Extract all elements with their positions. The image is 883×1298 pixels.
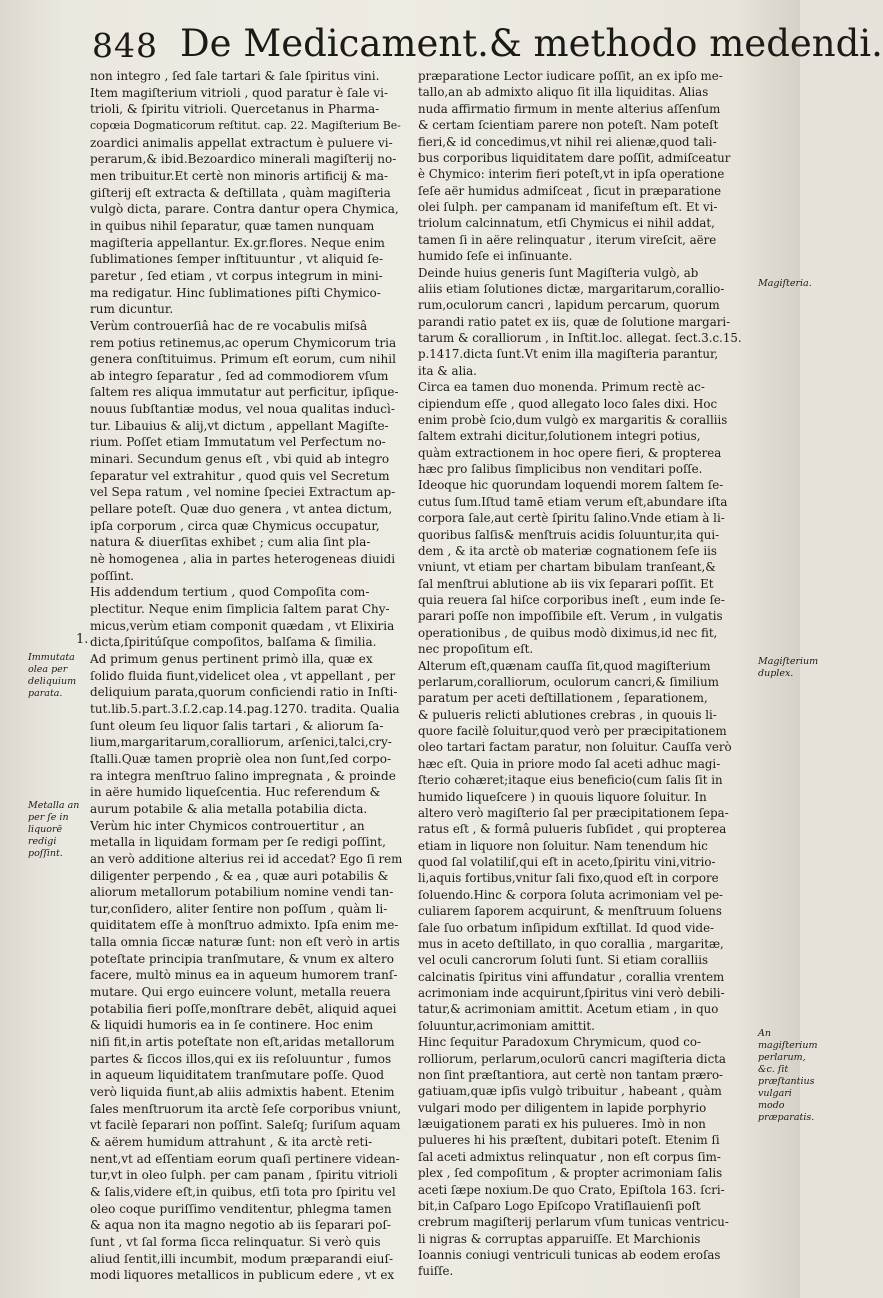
text-line: rolliorum, perlarum,oculorū cancri magiſteria dicta	[418, 1051, 726, 1066]
text-line: è Chymico: interim fieri poteſt,vt in ipſa operatione	[418, 167, 725, 182]
text-line: poſſint.	[90, 568, 134, 583]
text-line: aliud ſentit,illi incumbit, modum præparandi eiuſ-	[90, 1251, 394, 1266]
text-line: acrimoniam inde acquirunt,ſpiritus vini verò debili-	[418, 986, 725, 1000]
text-line: vulgò dicta, parare. Contra dantur opera Chymica,	[90, 202, 399, 217]
text-line: tamen ſi in aëre relinquatur , iterum vireſcit, aëre	[418, 232, 717, 247]
running-head	[88, 16, 883, 70]
text-line: poteſtate principia tranſmutare, & vnum ex altero	[90, 951, 394, 966]
margin-note-magisterium-duplex: Magiſterium duplex.	[758, 656, 819, 679]
text-line: ſunt , vt ſal forma ſicca relinquatur. Si verò quis	[90, 1234, 381, 1249]
text-line: lium,margaritarum,coralliorum, arſenici,talci,cry-	[90, 735, 392, 750]
text-line: paretur , ſed etiam , vt corpus integrum in mini-	[90, 268, 383, 283]
text-line: præparatione Lector iudicare poſſit, an ex ipſo me-	[418, 69, 723, 83]
text-line: crebrum magiſterij perlarum vſum tunicas ventricu-	[418, 1215, 729, 1230]
text-line: ſales menſtruorum ita arctè ſeſe corporibus vniunt,	[90, 1101, 402, 1116]
text-line: His addendum tertium , quod Compoſita com-	[90, 585, 370, 600]
text-line: diligenter perpendo , & ea , quæ auri potabilis &	[90, 868, 389, 883]
text-line: fieri,& id concedimus,vt nihil rei alienæ,quod tali-	[418, 134, 717, 149]
text-line: & aqua non ita magno negotio ab iis ſeparari poſ-	[90, 1218, 391, 1233]
text-line: & aërem humidum attrahunt , & ita arctè reti-	[90, 1135, 373, 1149]
text-line: ſal menſtrui ablutione ab iis vix ſeparari poſſit. Et	[418, 576, 714, 591]
right-text-column	[418, 68, 752, 1280]
text-line: quoribus ſalſis& menſtruis acidis ſoluuntur,ita qui-	[418, 527, 720, 542]
text-line: nuda affirmatio firmum in mente alterius aſſenſum	[418, 101, 721, 116]
text-line: & liquidi humoris ea in ſe continere. Hoc enim	[90, 1018, 374, 1033]
text-line: partes & ſiccos illos,qui ex iis reſoluuntur , fumos	[90, 1051, 392, 1066]
text-line: ſoluuntur,acrimoniam amittit.	[418, 1018, 595, 1033]
text-line: an verò additione alterius rei id accedat? Ego ſi rem	[90, 851, 403, 866]
text-line: quore facilè ſoluitur,quod verò per præcipitationem	[418, 724, 727, 738]
text-line: bit,in Caſparo Logo Epiſcopo Vratiſlauienſi poſt	[418, 1198, 701, 1213]
text-line: vniunt, vt etiam per chartam bibulam tranſeant,&	[418, 560, 716, 575]
text-line: Deinde huius generis ſunt Magiſteria vulgò, ab	[418, 265, 699, 280]
text-line: ſal aceti admixtus relinquatur , non eſt corpus ſim-	[418, 1149, 721, 1164]
text-line: giſterij eſt extracta & deſtillata , quàm magiſteria	[90, 185, 391, 200]
text-line: Item magiſterium vitrioli , quod paratur è ſale vi-	[90, 85, 389, 100]
text-line: ipſa corporum , circa quæ Chymicus occupatur,	[90, 518, 380, 533]
text-line: gatiuam,quæ ipſis vulgò tribuitur , habeant , quàm	[418, 1084, 722, 1099]
text-line: aurum potabile & alia metalla potabilia dicta.	[90, 801, 368, 816]
text-line: ſeparatur vel extrahitur , quod quis vel Secretum	[90, 468, 390, 483]
text-line: in quibus nihil ſeparatur, quæ tamen nunquam	[90, 218, 375, 233]
text-line: parari poſſe non impoſſibile eſt. Verum , in vulgatis	[418, 609, 723, 624]
text-line: culiarem ſaporem acquirunt, & menſtruum ſoluens	[418, 904, 722, 919]
text-line: rium. Poſſet etiam Immutatum vel Perfectum no-	[90, 435, 386, 450]
text-line: ita & alia.	[418, 363, 477, 378]
text-line: fuiſſe.	[418, 1264, 454, 1279]
margin-note-magisteria: Magiſteria.	[758, 278, 812, 289]
text-line: quod ſal volatiliſ,qui eſt in aceto,ſpiritu vini,vitrio-	[418, 855, 716, 869]
text-line: genera conſtituimus. Primum eſt eorum, cum nihil	[90, 352, 396, 367]
text-line: cipiendum eſſe , quod allegato loco ſales dixi. Hoc	[418, 396, 718, 411]
text-line: p.1417.dicta ſunt.Vt enim illa magiſteria parantur,	[418, 347, 719, 362]
text-line: verò liquida fiunt,ab aliis admixtis habent. Etenim	[90, 1085, 395, 1100]
text-line: altero verò magiſterio ſal per præcipitationem ſepa-	[418, 805, 729, 820]
text-line: quia reuera ſal hiſce corporibus ineſt , eum inde ſe-	[418, 593, 725, 607]
text-line: plex , ſed compoſitum , & propter acrimoniam ſalis	[418, 1166, 723, 1181]
text-line: copœia Dogmaticorum reſtitut. cap. 22. Magiſterium Be-	[90, 118, 401, 132]
text-line: non integro , ſed ſale tartari & ſale ſpiritus vini.	[90, 69, 380, 83]
text-line: Ideoque hic quorundam loquendi morem ſaltem ſe-	[418, 478, 724, 493]
text-line: quàm extractionem in hoc opere fieri, & propterea	[418, 445, 722, 460]
text-line: trioli, & ſpiritu vitrioli. Quercetanus in Pharma-	[90, 102, 380, 117]
text-line: Circa ea tamen duo monenda. Primum rectè ac-	[418, 380, 705, 395]
text-line: nè homogenea , alia in partes heterogeneas diuidi	[90, 552, 396, 567]
paragraph-number: 1.	[76, 632, 89, 647]
text-line: modi liquores metallicos in publicum edere , vt ex	[90, 1268, 395, 1283]
text-line: pellare poteſt. Quæ duo genera , vt antea dictum,	[90, 502, 393, 517]
text-line: aliorum metallorum potabilium nomine vendi tan-	[90, 885, 394, 900]
text-line: nec propoſitum eſt.	[418, 642, 534, 657]
text-line: non ſint præſtantiora, aut certè non tantam præro-	[418, 1067, 724, 1082]
text-line: cutus ſum.Iſtud tamē etiam verum eſt,abundare iſta	[418, 494, 728, 509]
text-line: tarum & coralliorum , in Inſtit.loc. allegat. ſect.3.c.15.	[418, 331, 742, 345]
margin-note-metalla: Metalla an per ſe in liquorē redigi poſſint.	[28, 800, 80, 859]
text-line: triolum calcinnatum, etſi Chymicus ei nihil addat,	[418, 216, 715, 231]
text-line: tallo,an ab admixto aliquo ſit illa liquiditas. Alias	[418, 85, 709, 100]
text-line: mutare. Qui ergo euincere volunt, metalla reuera	[90, 985, 391, 1000]
text-line: operationibus , de quibus modò diximus,id nec fit,	[418, 625, 718, 640]
text-line: nouus ſubſtantiæ modus, vel noua qualitas inducì-	[90, 402, 395, 417]
text-line: ſolido fluida fiunt,videlicet olea , vt appellant , per	[90, 668, 396, 683]
text-line: Verùm hic inter Chymicos controuertitur , an	[90, 818, 365, 833]
text-line: perarum,& ibid.Bezoardico minerali magiſterij no-	[90, 152, 397, 167]
text-line: tur,conſidero, aliter ſentire non poſſum , quàm li-	[90, 901, 388, 916]
page-title: De Medicament.& methodo medendi.	[180, 22, 883, 65]
text-line: perlarum,coralliorum, oculorum cancri,& ſimilium	[418, 674, 719, 689]
text-line: in aëre humido liqueſcentia. Huc referendum &	[90, 785, 381, 800]
text-line: deliquium parata,quorum conficiendi ratio in Inſti-	[90, 685, 398, 700]
text-line: parandi ratio patet ex iis, quæ de ſolutione margari-	[418, 314, 731, 329]
text-line: dicta,ſpiritúſque compoſitos, balſama & ſimilia.	[90, 635, 377, 650]
text-line: li,aquis fortibus,vnitur ſali fixo,quod eſt in corpore	[418, 871, 719, 886]
text-line: li nigras & corruptas apparuiſſe. Et Marchionis	[418, 1231, 701, 1246]
text-line: ſale ſuo orbatum inſipidum exſtillat. Id quod vide-	[418, 920, 715, 935]
text-line: aceti ſæpe noxium.De quo Crato, Epiſtola 163. ſcri-	[418, 1182, 725, 1197]
text-line: talla omnia ſiccæ naturæ ſunt: non eſt verò in artis	[90, 935, 400, 950]
text-line: hæc eſt. Quia in priore modo ſal aceti adhuc magi-	[418, 756, 721, 771]
text-line: humido ſeſe ei inſinuante.	[418, 249, 573, 264]
text-line: ab integro ſeparatur , ſed ad commodiorem vſum	[90, 368, 389, 383]
text-line: paratum per aceti deſtillationem , ſeparationem,	[418, 691, 708, 706]
margin-note-immutata: Immutata olea per deliquium parata.	[28, 652, 77, 699]
text-line: etiam in liquore non ſoluitur. Nam tenendum hic	[418, 838, 708, 853]
text-line: oleo coque puriſſimo venditentur, phlegma tamen	[90, 1201, 392, 1216]
text-line: ſunt oleum ſeu liquor ſalis tartari , & aliorum ſa-	[90, 718, 384, 733]
text-line: facere, multò minus ea in aqueum humorem tranſ-	[90, 968, 398, 983]
text-line: humido liqueſcere ) in quouis liquore ſoluitur. In	[418, 789, 707, 804]
text-line: læuigationem parati ex his pulueres. Imò in non	[418, 1117, 706, 1131]
text-line: ſoluendo.Hinc & corpora ſoluta acrimoniam vel pe-	[418, 887, 724, 902]
text-line: minari. Secundum genus eſt , vbi quid ab integro	[90, 452, 390, 467]
text-line: men tribuitur.Et certè non minoris artificij & ma-	[90, 168, 389, 183]
text-line: Alterum eſt,quænam cauſſa ſit,quod magiſterium	[418, 658, 711, 673]
text-line: Verùm controuerſiâ hac de re vocabulis miſsâ	[90, 318, 368, 333]
text-line: potabilia fieri poſſe,monſtrare debēt, aliquid aquei	[90, 1001, 397, 1016]
text-line: magiſteria appellantur. Ex.gr.flores. Neque enim	[90, 235, 385, 250]
text-line: hæc pro ſalibus ſimplicibus non venditari poſſe.	[418, 462, 703, 476]
text-line: rum dicuntur.	[90, 302, 174, 317]
text-line: dem , & ita arctè ob materiæ cognationem ſeſe iis	[418, 543, 717, 558]
text-line: Hinc ſequitur Paradoxum Chrymicum, quod co-	[418, 1035, 701, 1050]
text-line: & certam ſcientiam parere non poteſt. Nam poteſt	[418, 118, 719, 133]
text-line: Ioannis coniugi ventriculi tunicas ab eodem eroſas	[418, 1248, 721, 1262]
text-line: zoardici animalis appellat extractum è puluere vi-	[90, 135, 393, 150]
text-line: ſtalli.Quæ tamen propriè olea non ſunt,ſed corpo-	[90, 751, 392, 766]
text-line: calcinatis ſpiritus vini affundatur , corallia vrentem	[418, 969, 725, 984]
text-line: niſi fit,in artis poteſtate non eſt,aridas metallorum	[90, 1035, 395, 1050]
text-line: ſterio cohæret;itaque eius beneficio(cum ſalis ſit in	[418, 773, 723, 788]
text-line: quiditatem eſſe à monſtruo admixto. Ipſa enim me-	[90, 918, 399, 933]
text-line: bus corporibus liquiditatem dare poſſit, admiſceatur	[418, 150, 731, 165]
text-line: vel oculi cancrorum ſoluti ſunt. Si etiam coralliis	[418, 953, 709, 968]
text-line: nent,vt ad eſſentiam eorum quaſi pertinere videan-	[90, 1151, 400, 1166]
text-line: tur,vt in oleo ſulph. per cam panam , ſpiritu vitrioli	[90, 1168, 398, 1183]
text-line: tut.lib.5.part.3.ſ.2.cap.14.pag.1270. tradita. Qualia	[90, 701, 400, 716]
text-line: olei ſulph. per campanam id manifeſtum eſt. Et vi-	[418, 200, 718, 214]
text-line: metalla in liquidam formam per ſe redigi poſſint,	[90, 835, 386, 850]
text-line: oleo tartari factam paratur, non ſoluitur. Cauſſa verò	[418, 740, 732, 755]
text-line: micus,verùm etiam componit quædam , vt Elixiria	[90, 618, 395, 633]
text-line: tatur,& acrimoniam amittit. Acetum etiam , in quo	[418, 1002, 719, 1017]
text-line: ratus eſt , & formâ pulueris ſubſidet , qui propterea	[418, 822, 727, 837]
text-line: & ſalis,videre eſt,in quibus, etſi tota pro ſpiritu vel	[90, 1184, 396, 1199]
text-line: & pulueris relicti ablutiones crebras , in quouis li-	[418, 707, 717, 722]
text-line: Ad primum genus pertinent primò illa, quæ ex	[90, 651, 373, 666]
text-line: enim probè ſcio,dum vulgò ex margaritis & coralliis	[418, 412, 728, 427]
text-line: tur. Libauius & alij,vt dictum , appellant Magiſte-	[90, 418, 389, 433]
text-line: natura & diuerſitas exhibet ; cum alia ſint pla-	[90, 535, 371, 550]
left-text-column	[90, 68, 402, 1284]
margin-note-an-magisterium: An magiſterium perlarum, &c. ſit præſtantius vulgari modo præparatis.	[758, 1028, 818, 1123]
text-line: rem potius retinemus,ac operum Chymicorum tria	[90, 335, 397, 350]
text-line: rum,oculorum cancri , lapidum percarum, quorum	[418, 298, 720, 313]
text-line: vt facilè ſeparari non poſſint. Saleſq; ſuriſum aquam	[90, 1118, 401, 1133]
text-line: in aqueum liquiditatem tranſmutare poſſe. Quod	[90, 1068, 385, 1083]
text-line: corpora ſale,aut certè ſpiritu ſalino.Vnde etiam à li-	[418, 511, 725, 526]
text-line: ma redigatur. Hinc ſublimationes piſti Chymico-	[90, 285, 381, 300]
text-line: ſaltem extrahi dicitur,ſolutionem integri potius,	[418, 429, 701, 444]
page-number: 848	[92, 26, 158, 65]
text-line: aliis etiam ſolutiones dictæ, margaritarum,corallio-	[418, 281, 725, 296]
text-line: vel Sepa ratum , vel nomine ſpeciei Extractum ap-	[90, 485, 396, 500]
text-line: ſeſe aër humidus admiſceat , ſicut in præparatione	[418, 183, 722, 198]
text-line: ſublimationes ſemper inſtituuntur , vt aliquid ſe-	[90, 252, 383, 267]
text-line: vulgari modo per diligentem in lapide porphyrio	[418, 1100, 707, 1115]
text-line: pulueres hi his præſtent, dubitari poteſt. Etenim ſi	[418, 1133, 720, 1148]
text-line: ſaltem res aliqua immutatur aut perficitur, ipſique-	[90, 385, 399, 400]
text-line: mus in aceto deſtillato, in quo corallia , margaritæ,	[418, 936, 724, 951]
text-line: plectitur. Neque enim ſimplicia ſaltem parat Chy-	[90, 602, 390, 616]
text-line: ra integra menſtruo ſalino impregnata , & proinde	[90, 768, 396, 783]
